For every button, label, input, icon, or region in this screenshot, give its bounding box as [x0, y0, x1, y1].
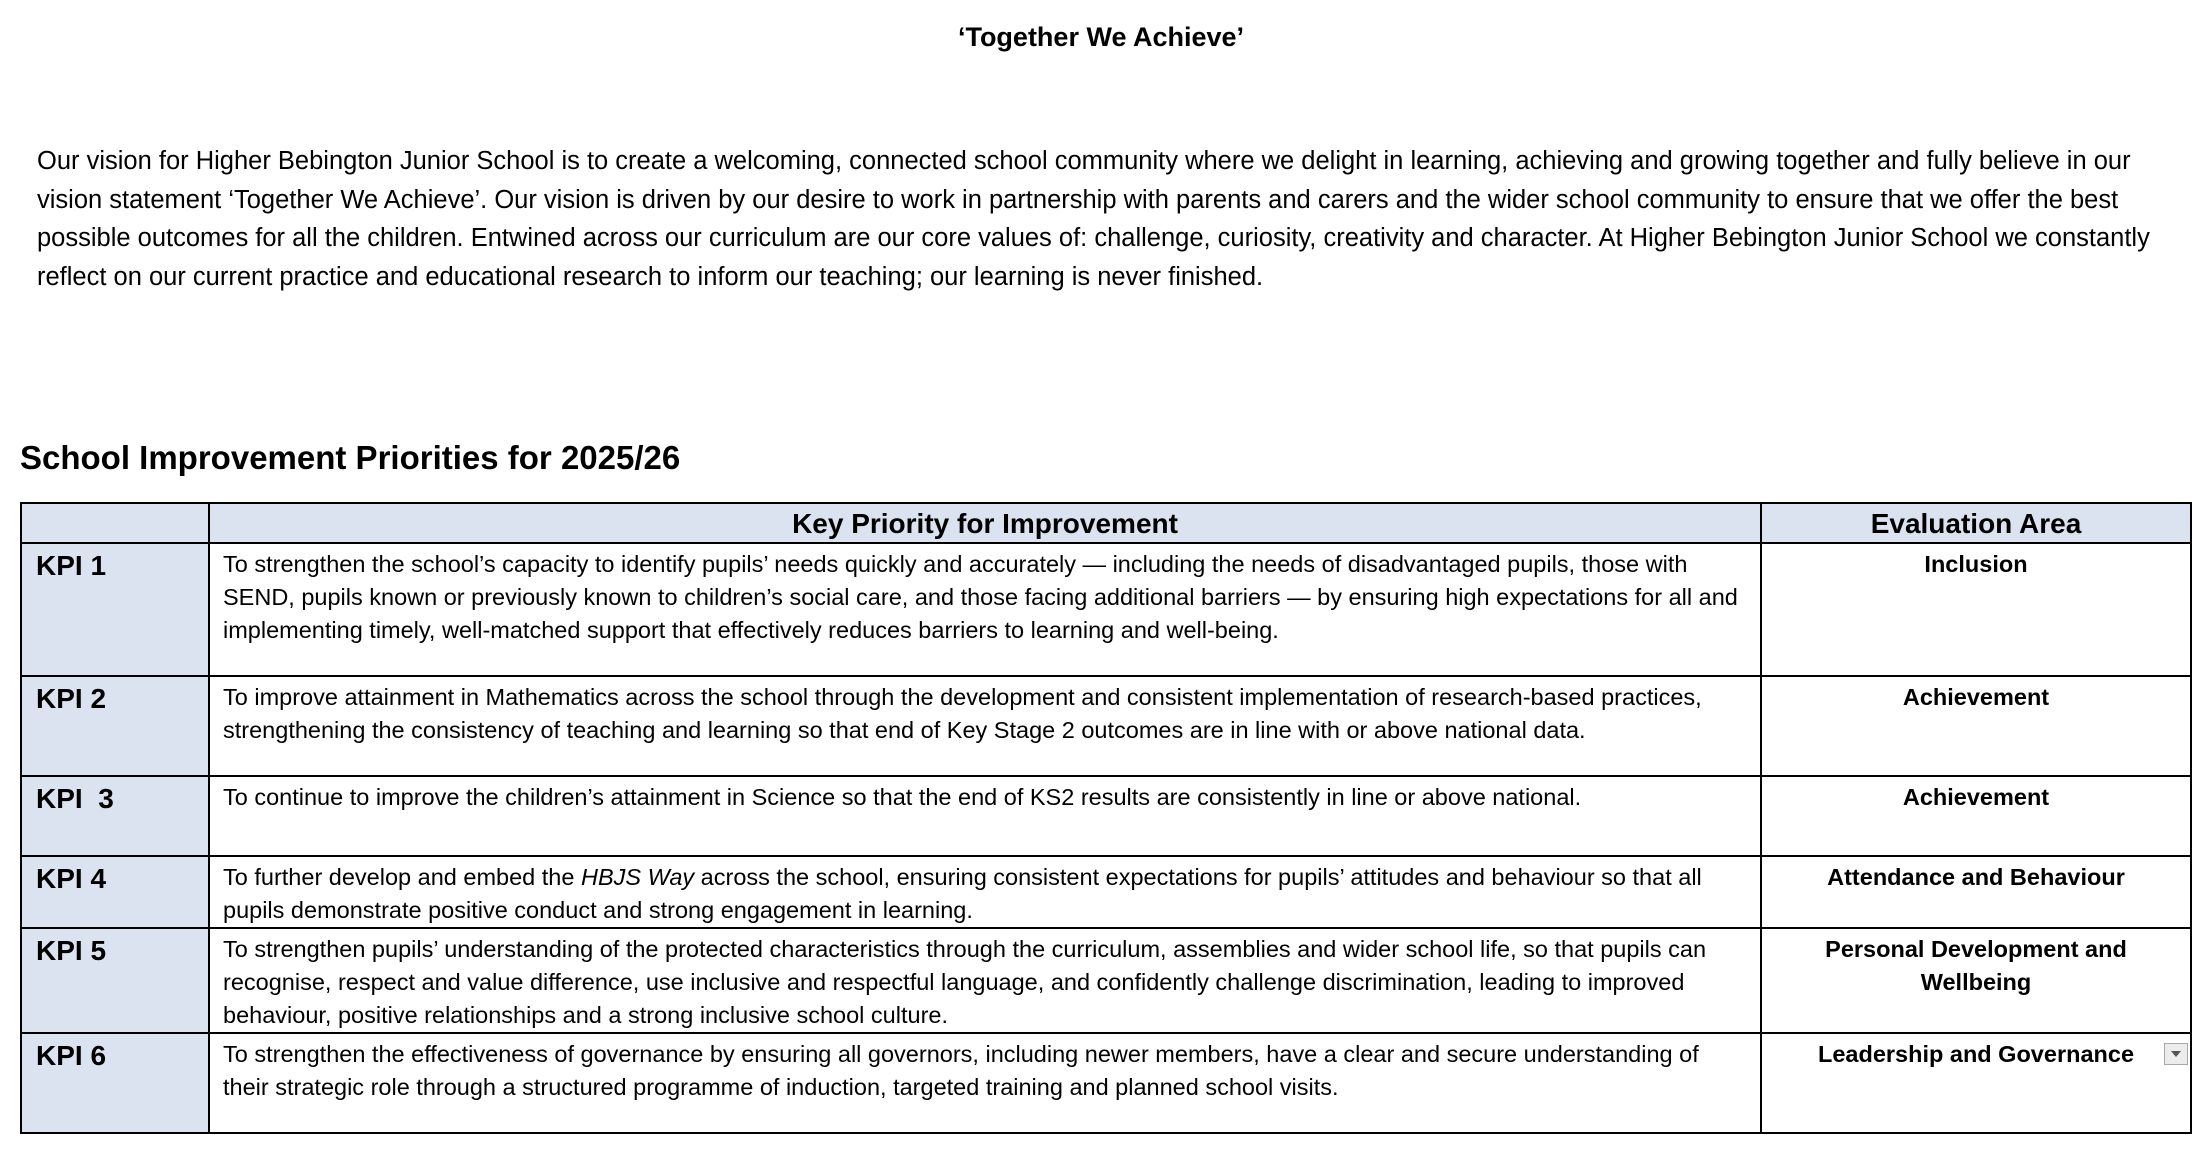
header-key-priority: Key Priority for Improvement: [209, 503, 1761, 543]
priority-text: To improve attainment in Mathematics across the school through the development and consistent implementation of research-based practices, strengthening the consistency of teaching and learning so that end of Key Stage 2 outcomes are in line with or above national data.: [223, 684, 1702, 743]
evaluation-area-cell[interactable]: [1761, 676, 2191, 776]
kpi-label: KPI 5: [36, 935, 107, 966]
priority-text: To strengthen the school’s capacity to identify pupils’ needs quickly and accurately — including the needs of disadvantaged pupils, those with SEND, pupils known or previously known to children’s social care, and those facing additional barriers — by ensuring high expectations for all and implementing timely, well-matched support that effectively reduces barriers to learning and well-being.: [223, 551, 1738, 643]
kpi-label-cell: [21, 1033, 209, 1133]
kpi-label: KPI 6: [36, 1040, 107, 1071]
table-row: [21, 776, 2191, 856]
header-blank-cell: [21, 503, 209, 543]
improvement-priorities-table: [20, 502, 2192, 1134]
table-row: [21, 856, 2191, 928]
evaluation-area-text: Attendance and Behaviour: [1827, 864, 2125, 890]
evaluation-area-cell[interactable]: [1761, 776, 2191, 856]
kpi-label-cell: [21, 543, 209, 676]
priority-cell[interactable]: [209, 1033, 1761, 1133]
table-row: [21, 1033, 2191, 1133]
evaluation-area-text: Inclusion: [1924, 551, 2028, 577]
priority-text: To continue to improve the children’s attainment in Science so that the end of KS2 results are consistently in line or above national.: [223, 784, 1582, 810]
kpi-label: KPI 2: [36, 683, 107, 714]
priority-cell[interactable]: [209, 856, 1761, 928]
section-heading: School Improvement Priorities for 2025/26: [20, 439, 681, 476]
kpi-label-cell: [21, 676, 209, 776]
kpi-label: KPI 4: [36, 863, 107, 894]
chevron-down-icon[interactable]: [2164, 1043, 2188, 1065]
priority-text: [210, 857, 1760, 927]
table-row: [21, 676, 2191, 776]
motto-title: ‘Together We Achieve’: [957, 22, 1245, 52]
priority-text-end: across the school, ensuring consistent expectations for pupils’ attitudes and behaviour so that all pupils demonstrate positive conduct and strong engagement in learning.: [223, 864, 1702, 923]
priority-text: To strengthen the effectiveness of governance by ensuring all governors, including newer members, have a clear and secure understanding of their strategic role through a structured programme of induction, targeted training and planned school visits.: [223, 1041, 1699, 1100]
header-evaluation-area: Evaluation Area: [1761, 503, 2191, 543]
evaluation-area-text: Achievement: [1902, 684, 2050, 710]
evaluation-area-cell[interactable]: [1761, 928, 2191, 1033]
evaluation-area-cell[interactable]: [1761, 543, 2191, 676]
priority-text-start: To further develop and embed the: [223, 864, 581, 890]
priority-cell[interactable]: [209, 776, 1761, 856]
table-header-row: [21, 503, 2191, 543]
kpi-label: KPI 3: [36, 783, 114, 814]
kpi-label-cell: [21, 928, 209, 1033]
evaluation-area-cell[interactable]: [1761, 1033, 2191, 1133]
hbjs-way-emphasis: HBJS Way: [580, 864, 695, 890]
evaluation-area-text: Leadership and Governance: [1817, 1041, 2135, 1067]
priority-cell[interactable]: [209, 928, 1761, 1033]
priority-cell[interactable]: [209, 543, 1761, 676]
vision-paragraph: Our vision for Higher Bebington Junior School is to create a welcoming, connected school community where we delight in learning, achieving and growing together and fully believe in our vision statement ‘Together We Achieve’. Our vision is driven by our desire to work in partnership with parents and carers and the wider school community to ensure that we offer the best possible outcomes for all the children. Entwined across our curriculum are our core values of: challenge, curiosity, creativity and character. At Higher Bebington Junior School we constantly reflect on our current practice and educational research to inform our teaching; our learning is never finished.: [37, 147, 2150, 291]
evaluation-area-cell[interactable]: [1761, 856, 2191, 928]
evaluation-area-text: Personal Development and Wellbeing: [1825, 936, 2127, 995]
table-row: [21, 928, 2191, 1033]
kpi-label-cell: [21, 776, 209, 856]
priority-text: To strengthen pupils’ understanding of the protected characteristics through the curriculum, assemblies and wider school life, so that pupils can recognise, respect and value difference, use inclusive and respectful language, and confidently challenge discrimination, leading to improved behaviour, positive relationships and a strong inclusive school culture.: [223, 936, 1707, 1028]
evaluation-area-text: Achievement: [1902, 784, 2050, 810]
priority-cell[interactable]: [209, 676, 1761, 776]
kpi-label: KPI 1: [36, 550, 107, 581]
table-row: [21, 543, 2191, 676]
kpi-label-cell: [21, 856, 209, 928]
